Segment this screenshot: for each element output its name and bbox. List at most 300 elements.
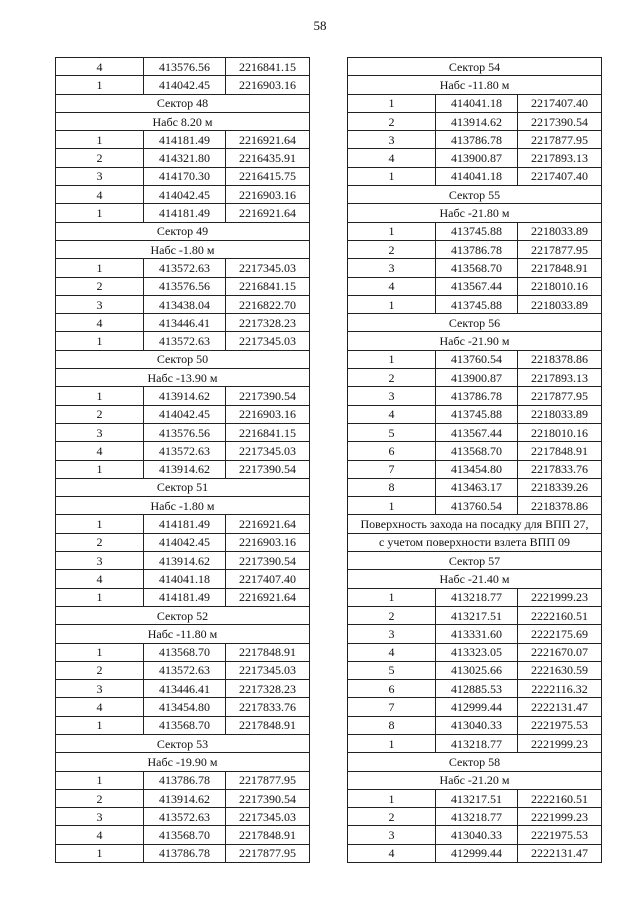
- point-number: 2: [56, 533, 144, 551]
- sector-header: с учетом поверхности взлета ВПП 09: [348, 533, 602, 551]
- point-number: 4: [56, 698, 144, 716]
- point-number: 1: [348, 222, 436, 240]
- y-coordinate: 2216921.64: [226, 131, 310, 149]
- y-coordinate: 2217345.03: [226, 808, 310, 826]
- point-number: 1: [348, 789, 436, 807]
- x-coordinate: 413914.62: [144, 789, 226, 807]
- sector-header: Набс -13.90 м: [56, 369, 310, 387]
- y-coordinate: 2217893.13: [518, 149, 602, 167]
- sector-header-row: [56, 240, 310, 258]
- point-number: 2: [56, 405, 144, 423]
- table-row: [56, 552, 310, 570]
- x-coordinate: 412999.44: [436, 844, 518, 862]
- table-row: [348, 423, 602, 441]
- x-coordinate: 414042.45: [144, 533, 226, 551]
- table-row: [348, 405, 602, 423]
- y-coordinate: 2218033.89: [518, 405, 602, 423]
- y-coordinate: 2218033.89: [518, 222, 602, 240]
- y-coordinate: 2217407.40: [518, 167, 602, 185]
- sector-header-row: [348, 533, 602, 551]
- sector-header: Набс -11.80 м: [348, 76, 602, 94]
- x-coordinate: 413786.78: [436, 240, 518, 258]
- x-coordinate: 413040.33: [436, 716, 518, 734]
- sector-header-row: [348, 186, 602, 204]
- table-row: [348, 295, 602, 313]
- y-coordinate: 2217345.03: [226, 442, 310, 460]
- table-row: [348, 387, 602, 405]
- sector-header: Набс -19.90 м: [56, 753, 310, 771]
- y-coordinate: 2216435.91: [226, 149, 310, 167]
- sector-header: Набс -21.20 м: [348, 771, 602, 789]
- point-number: 7: [348, 460, 436, 478]
- point-number: 4: [56, 186, 144, 204]
- point-number: 5: [348, 423, 436, 441]
- x-coordinate: 413576.56: [144, 277, 226, 295]
- table-row: [348, 442, 602, 460]
- table-row: [56, 698, 310, 716]
- point-number: 1: [56, 259, 144, 277]
- sector-header-row: [348, 314, 602, 332]
- x-coordinate: 413454.80: [436, 460, 518, 478]
- table-row: [56, 295, 310, 313]
- y-coordinate: 2217877.95: [226, 844, 310, 862]
- table-row: [348, 167, 602, 185]
- x-coordinate: 413914.62: [144, 460, 226, 478]
- x-coordinate: 413786.78: [436, 131, 518, 149]
- table-row: [56, 423, 310, 441]
- x-coordinate: 413572.63: [144, 808, 226, 826]
- x-coordinate: 413217.51: [436, 606, 518, 624]
- sector-header: Набс -1.80 м: [56, 240, 310, 258]
- x-coordinate: 414181.49: [144, 204, 226, 222]
- table-row: [56, 58, 310, 76]
- point-number: 1: [348, 734, 436, 752]
- x-coordinate: 413217.51: [436, 789, 518, 807]
- point-number: 2: [348, 112, 436, 130]
- table-row: [348, 716, 602, 734]
- y-coordinate: 2217848.91: [226, 826, 310, 844]
- x-coordinate: 413218.77: [436, 808, 518, 826]
- table-row: [348, 661, 602, 679]
- x-coordinate: 412999.44: [436, 698, 518, 716]
- x-coordinate: 413568.70: [436, 259, 518, 277]
- y-coordinate: 2217407.40: [226, 570, 310, 588]
- sector-header-row: [56, 94, 310, 112]
- point-number: 8: [348, 478, 436, 496]
- x-coordinate: 413914.62: [436, 112, 518, 130]
- x-coordinate: 413438.04: [144, 295, 226, 313]
- y-coordinate: 2217848.91: [226, 643, 310, 661]
- table-row: [348, 460, 602, 478]
- table-row: [348, 643, 602, 661]
- x-coordinate: 413900.87: [436, 369, 518, 387]
- table-row: [348, 734, 602, 752]
- table-row: [56, 826, 310, 844]
- table-row: [56, 277, 310, 295]
- sector-header: Сектор 51: [56, 478, 310, 496]
- sector-header: Сектор 58: [348, 753, 602, 771]
- point-number: 8: [348, 716, 436, 734]
- x-coordinate: 413567.44: [436, 423, 518, 441]
- sector-header-row: [56, 497, 310, 515]
- y-coordinate: 2217390.54: [226, 387, 310, 405]
- point-number: 3: [56, 423, 144, 441]
- point-number: 7: [348, 698, 436, 716]
- x-coordinate: 413745.88: [436, 222, 518, 240]
- y-coordinate: 2216903.16: [226, 405, 310, 423]
- y-coordinate: 2216415.75: [226, 167, 310, 185]
- table-row: [56, 460, 310, 478]
- table-row: [56, 332, 310, 350]
- sector-header-row: [56, 478, 310, 496]
- point-number: 1: [56, 387, 144, 405]
- y-coordinate: 2216903.16: [226, 76, 310, 94]
- x-coordinate: 413568.70: [436, 442, 518, 460]
- table-row: [348, 588, 602, 606]
- x-coordinate: 413786.78: [144, 771, 226, 789]
- sector-header-row: [56, 350, 310, 368]
- sector-header-row: [348, 76, 602, 94]
- x-coordinate: 413745.88: [436, 295, 518, 313]
- x-coordinate: 413218.77: [436, 588, 518, 606]
- x-coordinate: 413572.63: [144, 442, 226, 460]
- x-coordinate: 414041.18: [436, 167, 518, 185]
- table-row: [348, 350, 602, 368]
- y-coordinate: 2218010.16: [518, 277, 602, 295]
- sector-header-row: [348, 570, 602, 588]
- sector-header: Сектор 55: [348, 186, 602, 204]
- point-number: 6: [348, 680, 436, 698]
- y-coordinate: 2222175.69: [518, 625, 602, 643]
- point-number: 3: [348, 387, 436, 405]
- y-coordinate: 2216921.64: [226, 588, 310, 606]
- coordinates-table-right: [347, 57, 602, 863]
- table-row: [56, 844, 310, 862]
- x-coordinate: 414041.18: [436, 94, 518, 112]
- point-number: 1: [348, 497, 436, 515]
- table-row: [56, 186, 310, 204]
- sector-header: Сектор 53: [56, 734, 310, 752]
- table-row: [348, 497, 602, 515]
- x-coordinate: 412885.53: [436, 680, 518, 698]
- x-coordinate: 413446.41: [144, 680, 226, 698]
- sector-header-row: [348, 515, 602, 533]
- y-coordinate: 2216841.15: [226, 277, 310, 295]
- x-coordinate: 413567.44: [436, 277, 518, 295]
- table-row: [56, 533, 310, 551]
- sector-header: Набс -21.40 м: [348, 570, 602, 588]
- point-number: 2: [56, 149, 144, 167]
- point-number: 1: [56, 643, 144, 661]
- table-row: [348, 789, 602, 807]
- table-row: [56, 167, 310, 185]
- table-row: [56, 808, 310, 826]
- sector-header-row: [56, 753, 310, 771]
- y-coordinate: 2217328.23: [226, 680, 310, 698]
- point-number: 3: [56, 295, 144, 313]
- point-number: 4: [348, 643, 436, 661]
- x-coordinate: 413786.78: [144, 844, 226, 862]
- y-coordinate: 2217848.91: [226, 716, 310, 734]
- point-number: 2: [348, 808, 436, 826]
- point-number: 2: [348, 369, 436, 387]
- sector-header-row: [348, 332, 602, 350]
- sector-header: Сектор 54: [348, 58, 602, 76]
- point-number: 3: [56, 552, 144, 570]
- table-row: [56, 588, 310, 606]
- sector-header-row: [56, 112, 310, 130]
- point-number: 2: [56, 661, 144, 679]
- y-coordinate: 2221630.59: [518, 661, 602, 679]
- point-number: 2: [348, 606, 436, 624]
- sector-header: Сектор 49: [56, 222, 310, 240]
- table-row: [56, 771, 310, 789]
- x-coordinate: 413572.63: [144, 661, 226, 679]
- point-number: 4: [56, 826, 144, 844]
- y-coordinate: 2217390.54: [518, 112, 602, 130]
- point-number: 1: [56, 332, 144, 350]
- table-row: [348, 698, 602, 716]
- page-number: 58: [313, 18, 327, 33]
- x-coordinate: 413454.80: [144, 698, 226, 716]
- point-number: 1: [56, 76, 144, 94]
- point-number: 1: [56, 460, 144, 478]
- table-row: [348, 277, 602, 295]
- y-coordinate: 2218339.26: [518, 478, 602, 496]
- x-coordinate: 414181.49: [144, 131, 226, 149]
- y-coordinate: 2217877.95: [226, 771, 310, 789]
- x-coordinate: 413786.78: [436, 387, 518, 405]
- x-coordinate: 414181.49: [144, 588, 226, 606]
- point-number: 4: [348, 149, 436, 167]
- y-coordinate: 2217390.54: [226, 460, 310, 478]
- point-number: 2: [56, 789, 144, 807]
- right-table-body: [348, 58, 602, 863]
- table-row: [56, 76, 310, 94]
- y-coordinate: 2217390.54: [226, 789, 310, 807]
- sector-header: Поверхность захода на посадку для ВПП 27,: [348, 515, 602, 533]
- table-row: [56, 789, 310, 807]
- table-row: [56, 149, 310, 167]
- x-coordinate: 413900.87: [436, 149, 518, 167]
- sector-header-row: [348, 58, 602, 76]
- y-coordinate: 2217328.23: [226, 314, 310, 332]
- sector-header-row: [348, 552, 602, 570]
- y-coordinate: 2221975.53: [518, 826, 602, 844]
- x-coordinate: 413914.62: [144, 552, 226, 570]
- y-coordinate: 2218378.86: [518, 350, 602, 368]
- y-coordinate: 2216841.15: [226, 58, 310, 76]
- point-number: 1: [348, 588, 436, 606]
- table-row: [348, 131, 602, 149]
- x-coordinate: 413576.56: [144, 423, 226, 441]
- point-number: 3: [348, 826, 436, 844]
- x-coordinate: 413025.66: [436, 661, 518, 679]
- sector-header: Сектор 52: [56, 606, 310, 624]
- point-number: 3: [56, 808, 144, 826]
- sector-header: Набс -21.80 м: [348, 204, 602, 222]
- table-row: [56, 661, 310, 679]
- y-coordinate: 2217848.91: [518, 442, 602, 460]
- sector-header-row: [348, 771, 602, 789]
- point-number: 2: [56, 277, 144, 295]
- point-number: 1: [56, 716, 144, 734]
- point-number: 4: [348, 844, 436, 862]
- point-number: 3: [348, 259, 436, 277]
- x-coordinate: 414042.45: [144, 405, 226, 423]
- table-row: [348, 222, 602, 240]
- table-row: [56, 716, 310, 734]
- y-coordinate: 2217345.03: [226, 259, 310, 277]
- y-coordinate: 2221999.23: [518, 734, 602, 752]
- point-number: 4: [56, 58, 144, 76]
- table-row: [56, 405, 310, 423]
- x-coordinate: 414042.45: [144, 76, 226, 94]
- x-coordinate: 414042.45: [144, 186, 226, 204]
- table-row: [348, 680, 602, 698]
- y-coordinate: 2216903.16: [226, 186, 310, 204]
- x-coordinate: 414181.49: [144, 515, 226, 533]
- table-row: [348, 826, 602, 844]
- table-row: [348, 606, 602, 624]
- point-number: 4: [348, 405, 436, 423]
- sector-header-row: [56, 734, 310, 752]
- sector-header: Сектор 57: [348, 552, 602, 570]
- x-coordinate: 413463.17: [436, 478, 518, 496]
- x-coordinate: 413323.05: [436, 643, 518, 661]
- point-number: 4: [56, 570, 144, 588]
- point-number: 1: [56, 771, 144, 789]
- table-row: [56, 442, 310, 460]
- y-coordinate: 2216841.15: [226, 423, 310, 441]
- x-coordinate: 414041.18: [144, 570, 226, 588]
- y-coordinate: 2217893.13: [518, 369, 602, 387]
- y-coordinate: 2222116.32: [518, 680, 602, 698]
- x-coordinate: 413572.63: [144, 332, 226, 350]
- x-coordinate: 413572.63: [144, 259, 226, 277]
- point-number: 1: [56, 588, 144, 606]
- table-row: [56, 680, 310, 698]
- point-number: 4: [56, 442, 144, 460]
- y-coordinate: 2217877.95: [518, 240, 602, 258]
- y-coordinate: 2218033.89: [518, 295, 602, 313]
- table-row: [56, 314, 310, 332]
- y-coordinate: 2218378.86: [518, 497, 602, 515]
- sector-header-row: [348, 204, 602, 222]
- point-number: 3: [56, 680, 144, 698]
- table-row: [348, 240, 602, 258]
- table-row: [56, 259, 310, 277]
- sector-header-row: [56, 625, 310, 643]
- x-coordinate: 413914.62: [144, 387, 226, 405]
- table-row: [348, 478, 602, 496]
- point-number: 1: [348, 295, 436, 313]
- sector-header: Набс -11.80 м: [56, 625, 310, 643]
- table-row: [348, 808, 602, 826]
- sector-header: Набс 8.20 м: [56, 112, 310, 130]
- table-row: [56, 570, 310, 588]
- x-coordinate: 413218.77: [436, 734, 518, 752]
- y-coordinate: 2217833.76: [518, 460, 602, 478]
- point-number: 3: [348, 625, 436, 643]
- table-row: [348, 844, 602, 862]
- x-coordinate: 413760.54: [436, 350, 518, 368]
- sector-header-row: [348, 753, 602, 771]
- y-coordinate: 2217407.40: [518, 94, 602, 112]
- point-number: 1: [56, 515, 144, 533]
- y-coordinate: 2217345.03: [226, 332, 310, 350]
- sector-header: Сектор 48: [56, 94, 310, 112]
- x-coordinate: 413568.70: [144, 643, 226, 661]
- sector-header: Набс -1.80 м: [56, 497, 310, 515]
- y-coordinate: 2221999.23: [518, 588, 602, 606]
- x-coordinate: 413568.70: [144, 826, 226, 844]
- y-coordinate: 2217877.95: [518, 387, 602, 405]
- left-table-body: [56, 58, 310, 863]
- y-coordinate: 2216921.64: [226, 204, 310, 222]
- x-coordinate: 413040.33: [436, 826, 518, 844]
- table-row: [56, 204, 310, 222]
- sector-header: Сектор 50: [56, 350, 310, 368]
- point-number: 4: [56, 314, 144, 332]
- y-coordinate: 2221975.53: [518, 716, 602, 734]
- sector-header-row: [56, 606, 310, 624]
- point-number: 5: [348, 661, 436, 679]
- y-coordinate: 2222131.47: [518, 844, 602, 862]
- y-coordinate: 2216921.64: [226, 515, 310, 533]
- x-coordinate: 413568.70: [144, 716, 226, 734]
- x-coordinate: 413331.60: [436, 625, 518, 643]
- point-number: 1: [348, 94, 436, 112]
- point-number: 1: [348, 167, 436, 185]
- y-coordinate: 2217390.54: [226, 552, 310, 570]
- table-row: [348, 259, 602, 277]
- sector-header: Набс -21.90 м: [348, 332, 602, 350]
- y-coordinate: 2222160.51: [518, 789, 602, 807]
- coordinates-table-left: [55, 57, 310, 863]
- table-row: [56, 387, 310, 405]
- y-coordinate: 2221670.07: [518, 643, 602, 661]
- x-coordinate: 413446.41: [144, 314, 226, 332]
- table-row: [348, 112, 602, 130]
- x-coordinate: 413745.88: [436, 405, 518, 423]
- y-coordinate: 2222131.47: [518, 698, 602, 716]
- point-number: 1: [56, 204, 144, 222]
- sector-header-row: [56, 222, 310, 240]
- x-coordinate: 414321.80: [144, 149, 226, 167]
- y-coordinate: 2221999.23: [518, 808, 602, 826]
- point-number: 4: [348, 277, 436, 295]
- x-coordinate: 414170.30: [144, 167, 226, 185]
- y-coordinate: 2218010.16: [518, 423, 602, 441]
- table-row: [56, 515, 310, 533]
- x-coordinate: 413576.56: [144, 58, 226, 76]
- y-coordinate: 2216822.70: [226, 295, 310, 313]
- y-coordinate: 2216903.16: [226, 533, 310, 551]
- sector-header-row: [56, 369, 310, 387]
- y-coordinate: 2217833.76: [226, 698, 310, 716]
- point-number: 3: [56, 167, 144, 185]
- y-coordinate: 2217848.91: [518, 259, 602, 277]
- y-coordinate: 2217345.03: [226, 661, 310, 679]
- table-row: [348, 369, 602, 387]
- y-coordinate: 2222160.51: [518, 606, 602, 624]
- table-row: [348, 94, 602, 112]
- y-coordinate: 2217877.95: [518, 131, 602, 149]
- sector-header: Сектор 56: [348, 314, 602, 332]
- point-number: 6: [348, 442, 436, 460]
- table-row: [348, 625, 602, 643]
